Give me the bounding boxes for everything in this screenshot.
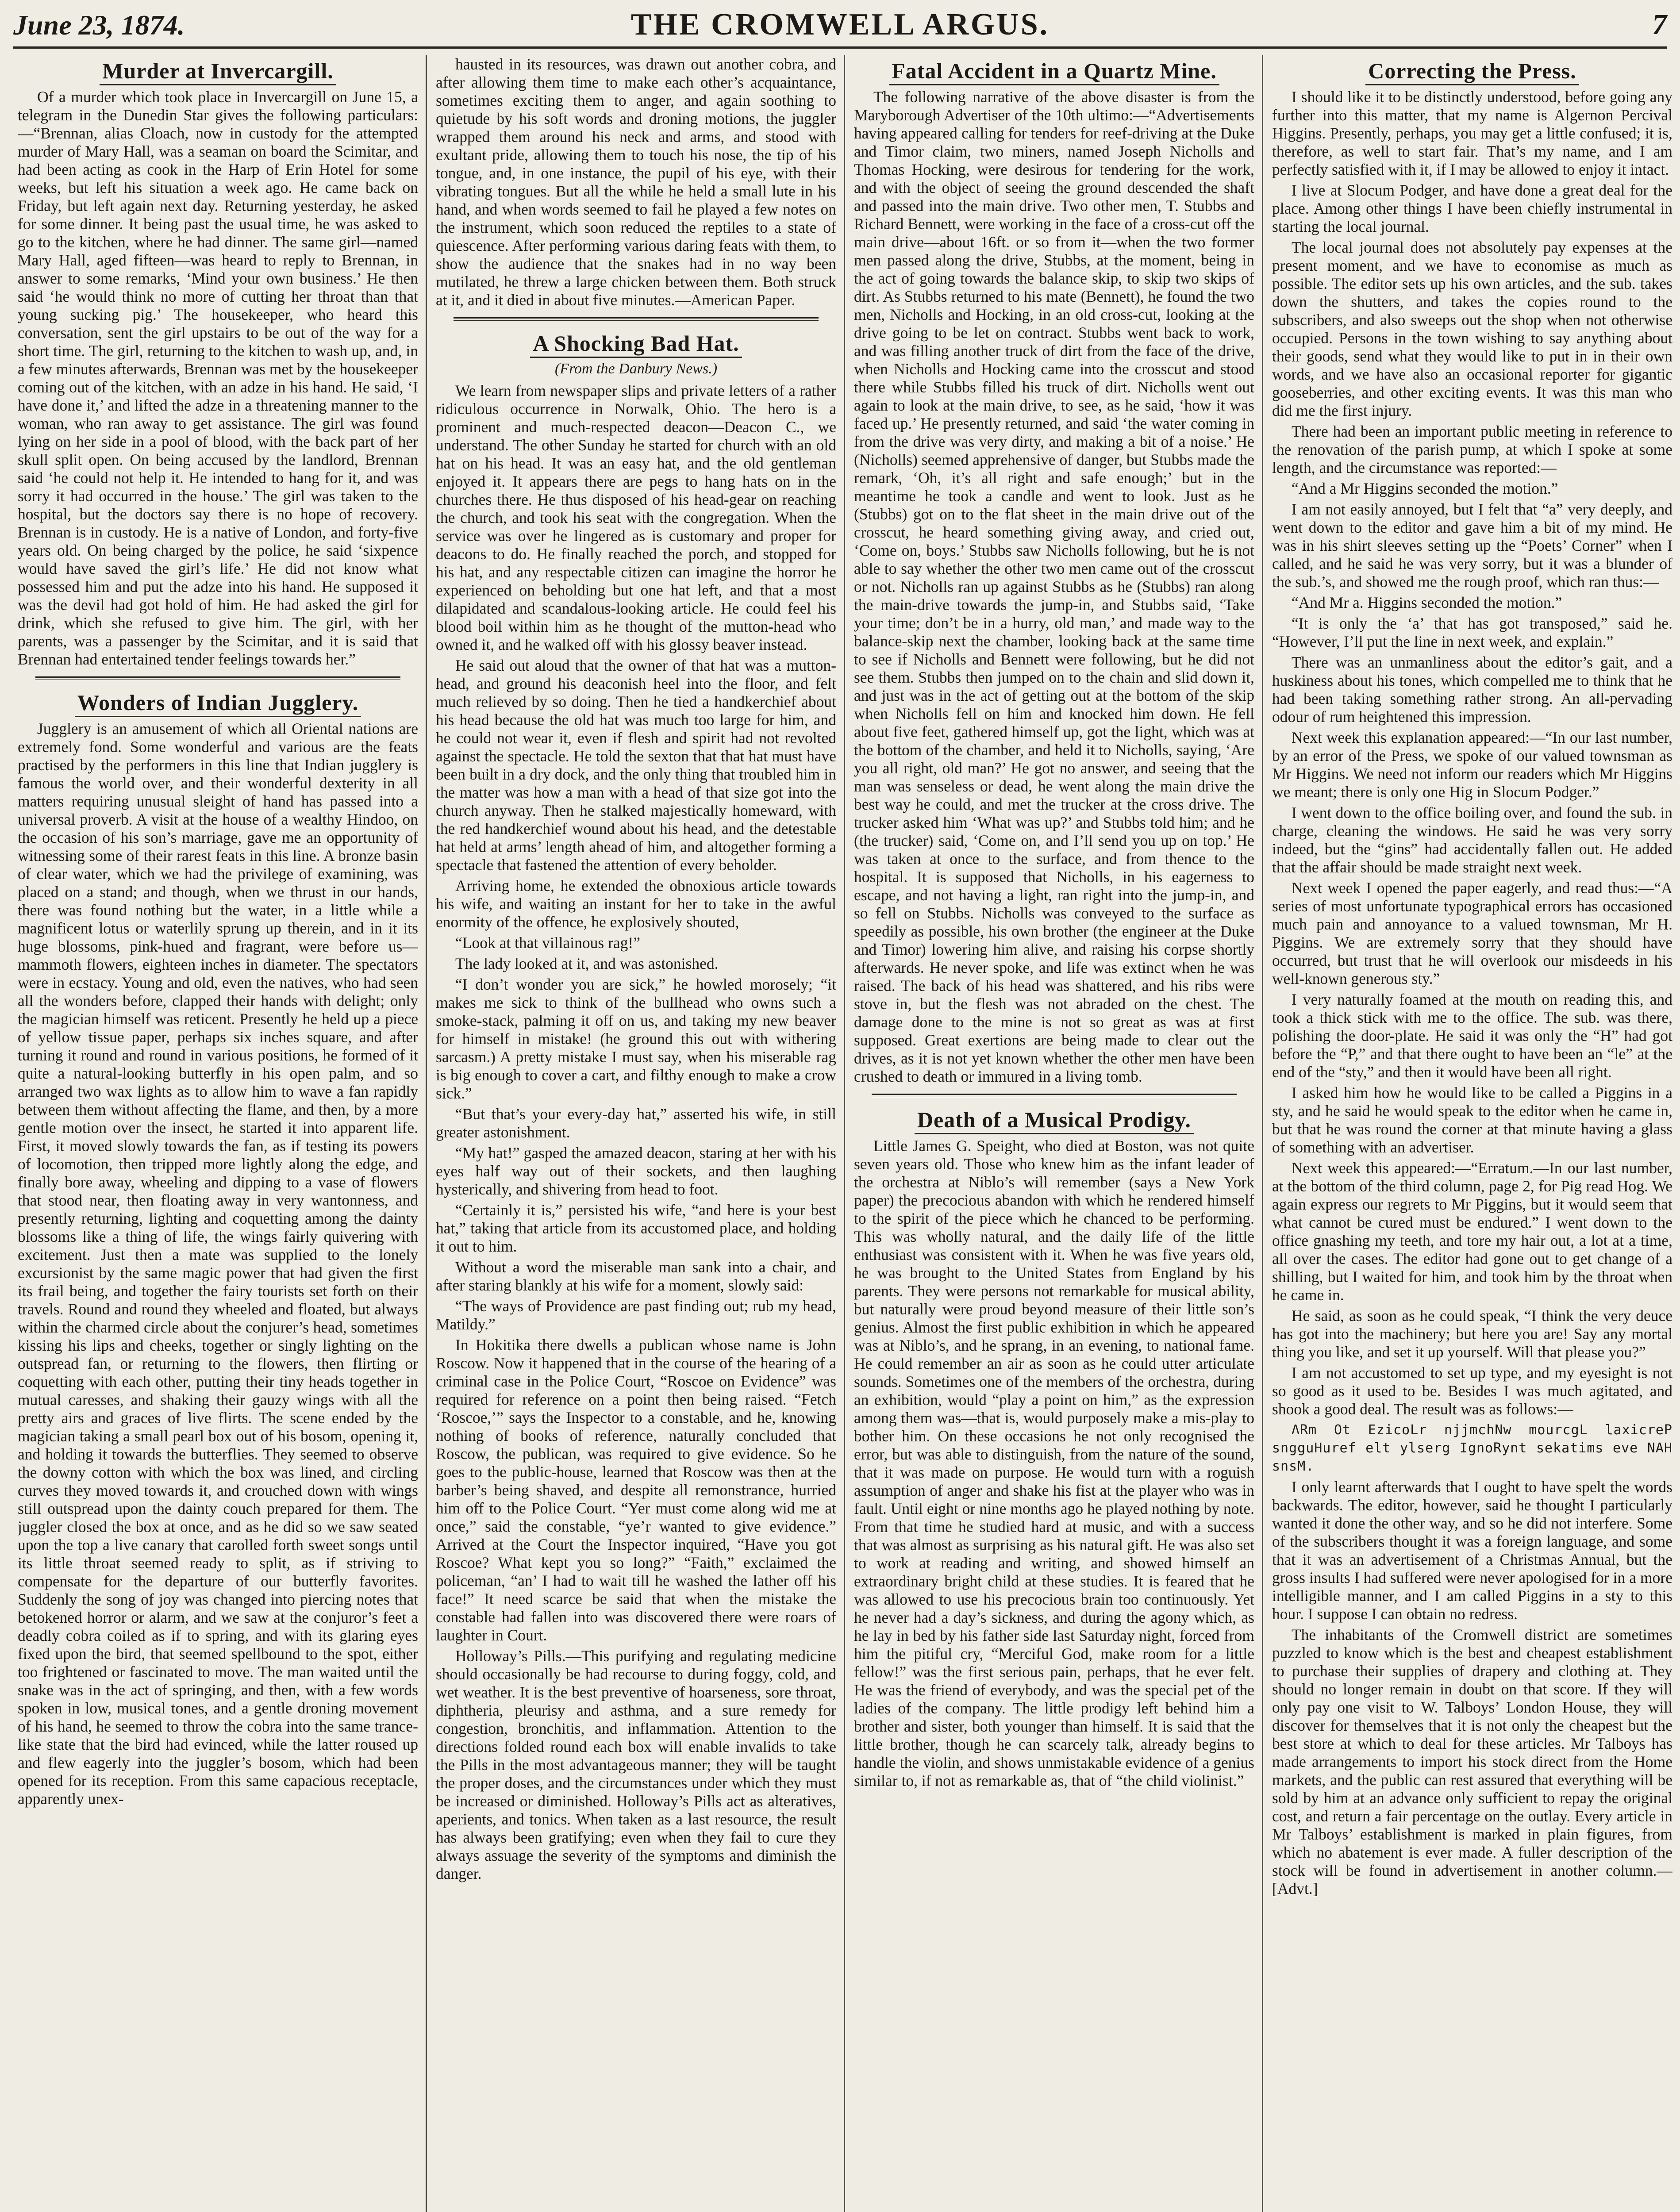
paragraph: “Look at that villainous rag!” (455, 934, 640, 952)
paragraph: He said out aloud that the owner of that hat was a mutton-head, and ground his deaconish heel into the floor, and felt much relieved by so doing. Then he tied a handkerchief about his head because the old hat was much too large for him, and he could not wear it, even if flesh and spirit had not revolted against the spectacle. He told the sexton that that hat must have been built in a dry dock, and the only thing that troubled him in the matter was how a man with a head of that size got into the church anyway. Then he stalked majestically homeward, with the red handkerchief wound about his head, and the detestable hat held at arms’ length ahead of him, and altogether forming a spectacle that fastened the attention of every beholder. (436, 657, 836, 874)
paragraph: “My hat!” gasped the amazed deacon, staring at her with his eyes half way out of their sockets, and then laughing hysterically, and shivering from head to foot. (436, 1144, 836, 1198)
article-headline: Fatal Accident in a Quartz Mine. (889, 58, 1219, 85)
article-body (436, 382, 836, 1883)
article-body (18, 720, 418, 1808)
paragraph: Of a murder which took place in Invercargill on June 15, a telegram in the Dunedin Star gives the following particulars:—“Brennan, alias Cloach, now in custody for the attempted murder of Mary Hall, was a seaman on board the Scimitar, and had been acting as cook in the Harp of Erin Hotel for some weeks, but left his situation a week ago. He came back on Friday, but left again next day. Returning yesterday, he asked for some dinner. It being past the usual time, he was asked to go to the kitchen, where he had dinner. The same girl—named Mary Hall, aged fifteen—was heard to reply to Brennan, in answer to some remarks, ‘Mind your own business.’ He then said ‘he would think no more of cutting her throat than that young sucking pig.’ The housekeeper, who heard this conversation, sent the girl upstairs to be out of the way for a short time. The girl, returning to the kitchen to wash up, and, in a few minutes afterwards, Brennan was met by the housekeeper coming out of the kitchen, with an adze in his hand. He said, ‘I have done it,’ and lifted the adze in a threatening manner to the woman, who ran away to get assistance. The girl was found lying on her side in a pool of blood, with the back part of her skull split open. On being accused by the landlord, Brennan said ‘he could not help it. He intended to hang for it, and was sorry it had occurred in the house.’ The girl was taken to the hospital, but the doctors say there is no hope of recovery. Brennan is in custody. He is a native of London, and forty-five years old. On being charged by the police, he said ‘sixpence would have saved the girl’s life.’ He did not know what possessed him and put the adze into his hand. He supposed it was the devil had got hold of him. He had asked the girl for drink, which she refused to give him. The girl, with her parents, was a passenger by the Scimitar, and it is said that Brennan had entertained tender feelings towards her.” (18, 88, 418, 668)
article (436, 55, 836, 309)
paragraph: “And a Mr Higgins seconded the motion.” (1292, 480, 1558, 497)
masthead (13, 4, 1667, 49)
column-rule (844, 55, 845, 2212)
issue-date: June 23, 1874. (13, 9, 185, 41)
paragraph: I am not easily annoyed, but I felt that “a” very deeply, and went down to the editor and gave him a bit of my mind. He was in his shirt sleeves setting up the “Poets’ Corner” when I called, and he said he was very sorry, but it was a blunder of the sub.’s, and showed me the rough proof, which ran thus:— (1272, 500, 1672, 591)
column-rule (426, 55, 427, 2212)
column-4 (1272, 55, 1672, 2212)
paragraph: The inhabitants of the Cromwell district are sometimes puzzled to know which is the best and cheapest establishment to purchase their supplies of drapery and clothing at. They should no longer remain in doubt on that score. If they will only pay one visit to W. Talboys’ London House, they will discover for themselves that it is not only the cheapest but the best store at which to deal for these articles. Mr Talboys has made arrangements to import his stock direct from the Home markets, and the public can rest assured that everything will be sold by him at an advance only sufficient to repay the original cost, and return a fair percentage on the outlay. Every article in Mr Talboys’ establishment is marked in plain figures, from which no abatement is ever made. A fuller description of the stock will be found in advertisement in another column.—[Advt.] (1272, 1626, 1672, 1897)
paragraph: Arriving home, he extended the obnoxious article towards his wife, and waiting an instant for her to take in the awful enormity of the offence, he explosively shouted, (436, 877, 836, 931)
paragraph: I only learnt afterwards that I ought to have spelt the words backwards. The editor, however, said he thought I particularly wanted it done the other way, and so he did not interfere. Some of the subscribers thought it was a foreign language, and some that it was an advertisement of a Christmas Annual, but the gross insults I had suffered were never apologised for in a more intelligible manner, and I am called Piggins in a sty to this hour. I suppose I can obtain no redress. (1272, 1478, 1672, 1623)
paragraph: Jugglery is an amusement of which all Oriental nations are extremely fond. Some wonderful and various are the feats practised by the performers in this line that Indian jugglery is famous the world over, and their wonderful dexterity in all matters requiring unusual sleight of hand has passed into a universal proverb. A visit at the house of a wealthy Hindoo, on the occasion of his son’s marriage, gave me an opportunity of witnessing some of their rarest feats in this line. A bronze basin of clear water, which we had the privilege of examining, was placed on a stand; and though, when we thrust in our hands, there was found nothing but the water, in a little while a magnificent lotus or waterlily sprung up therein, and in it its huge blossoms, pink-hued and fragrant, were before us—mammoth flowers, eighteen inches in diameter. The spectators were in ecstacy. Young and old, even the natives, who had seen all the wonders before, clapped their hands with delight; only the magician himself was reticent. Presently he held up a piece of yellow tissue paper, perhaps six inches square, and after turning it round and round in various positions, he formed of it quite a natural-looking butterfly in his open palm, and so arranged two wax lights as to allow him to wave a fan rapidly between them without affecting the flame, and then, by a more gentle motion over the insect, he started it into apparent life. First, it moved slowly towards the fan, as if testing its powers of locomotion, then tripped more lightly along the edge, and finally bore away, wheeling and dipping to a vase of flowers that stood near, then floating away in very wantonness, and presently returning, lighting and coquetting among the dainty blossoms like a thing of life, the wings fairly quivering with excitement. Just then a mate was supplied to the lonely excursionist by the same magic power that had given the first its frail being, and together the fairy tourists set forth on their travels. Round and round they wheeled and floated, but always within the charmed circle about the conjurer’s head, sometimes kissing his lips and cheeks, together or singly lighting on the outspread fan, or returning to the flowers, then flirting or coquetting with each other, putting their tiny heads together in mutual caresses, and shaking their gauzy wings with all the pretty airs and graces of live flirts. The scene ended by the magician taking a small pearl box out of his bosom, opening it, and holding it towards the butterflies. They seemed to observe the downy cotton with which the box was lined, and circling curves they moved towards it, and crouched down with wings still outspread upon the dainty couch prepared for them. The juggler closed the box at once, and as he did so we saw seated upon the top a live canary that carolled forth sweet songs until its little throat seemed ready to split, as if striving to compensate for the departure of our butterfly favorites. Suddenly the song of joy was changed into piercing notes that betokened horror or alarm, and we saw at the conjuror’s feet a deadly cobra coiled as if to spring, and with its glaring eyes fixed upon the bird, that seemed spellbound to the spot, either too frightened or fascinated to move. The man waited until the snake was in the act of springing, and then, with a few words spoken in low, musical tones, and a gentle droning movement of his hand, he seemed to throw the cobra into the same trance-like state that the bird had evinced, while the latter roused up and flew eagerly into the juggler’s bosom, which had been opened for its reception. From this same capacious receptacle, apparently unex- (18, 720, 418, 1808)
paragraph: I should like it to be distinctly understood, before going any further into this matter, that my name is Algernon Percival Higgins. Presently, perhaps, you may get a little confused; it is, therefore, as well to start fair. That’s my name, and I am perfectly satisfied with it, if I may be allowed to enjoy it intact. (1272, 88, 1672, 178)
article-body (1272, 88, 1672, 1898)
paragraph: hausted in its resources, was drawn out another cobra, and after allowing them time to make each other’s acquaintance, sometimes exciting them to anger, and again soothing to quietude by his soft words and droning motions, the juggler wrapped them around his neck and arms, and stood with exultant pride, allowing them to touch his nose, the tip of his tongue, and, in one instance, the pupil of his eye, with their vibrating tongues. But all the while he held a small lute in his hand, and when words seemed to fail he played a few notes on the instrument, which soon reduced the reptiles to a state of quiescence. After performing various daring feats with them, to show the audience that the snakes had in no way been mutilated, he threw a large chicken between them. Both struck at it, and it died in about five minutes.—American Paper. (436, 55, 836, 309)
paragraph: ΛRm Ot EzicoLr njjmchNw mourcgL laxicreP sngguHuref elt ylserg IgnoRynt sekatims eve NAH snsM. (1272, 1422, 1672, 1474)
column-1 (18, 55, 418, 2212)
article-headline: Wonders of Indian Jugglery. (75, 690, 361, 717)
paragraph: “Certainly it is,” persisted his wife, “and here is your best hat,” taking that article from its accustomed place, and holding it out to him. (436, 1201, 836, 1255)
paragraph: “I don’t wonder you are sick,” he howled morosely; “it makes me sick to think of the bullhead who owns such a smoke-stack, palming it off on us, and taking my new beaver for himself in mistake! (he ground this out with withering sarcasm.) A pretty mistake I must say, when his miserable rag is big enough to cover a cart, and filthy enough to make a crow sick.” (436, 975, 836, 1102)
paragraph: I went down to the office boiling over, and found the sub. in charge, cleaning the windows. He said he was very sorry indeed, but the “gins” had accidentally fallen out. He added that the affair should be made straight next week. (1272, 804, 1672, 876)
article (436, 330, 836, 1883)
column-3 (854, 55, 1254, 2212)
paragraph: “But that’s your every-day hat,” asserted his wife, in still greater astonishment. (436, 1105, 836, 1141)
article-separator (35, 676, 400, 680)
article-body (18, 88, 418, 668)
article (18, 690, 418, 1808)
paragraph: Little James G. Speight, who died at Boston, was not quite seven years old. Those who knew him as the infant leader of the orchestra at Niblo’s will remember (says a New York paper) the precocious abandon with which he rendered himself to the spirit of the piece which he chanced to be performing. This was wholly natural, and the daily life of the little enthusiast was consistent with it. When he was five years old, he was brought to the United States from England by his parents. They were persons not remarkable for musical ability, but naturally were proud beyond measure of their little son’s genius. Almost the first public exhibition in which he appeared was at Niblo’s, and he sprang, in an evening, to national fame. He could remember an air as soon as he could utter articulate sounds. Sometimes one of the members of the orchestra, during an exhibition, would “play a point on him,” as the expression among them was—that is, would purposely make a mis-play to bother him. On these occasions he not only recognised the error, but was able to distinguish, from the nature of the sound, that it was made on purpose. He would turn with a roguish assumption of anger and shake his fist at the player who was in fault. Until eight or nine months ago he played nothing by note. From that time he studied hard at music, and with a success that was almost as surprising as his natural gift. He was also set to work at reading and writing, and showed himself an extraordinary bright child at these studies. It is feared that he was allowed to use his precocious brain too continuously. Yet he never had a day’s sickness, and during the agony which, as he lay in bed by his father side last Saturday night, forced from him the pitiful cry, “Merciful God, make room for a little fellow!” was the first serious pain, perhaps, that he ever felt. He was the friend of everybody, and was the special pet of the ladies of the company. The little prodigy left behind him a brother and sister, both younger than himself. It is said that the little brother, though he can scarcely talk, already begins to handle the violin, and shows unmistakable evidence of a genius similar to, if not as remarkable as, that of “the child violinist.” (854, 1137, 1254, 1790)
paragraph: “And Mr a. Higgins seconded the motion.” (1292, 594, 1562, 611)
paragraph: Next week this explanation appeared:—“In our last number, by an error of the Press, we spoke of our valued townsman as Mr Higgins. We need not inform our readers which Mr Higgins we meant; there is only one Hig in Slocum Podger.” (1272, 729, 1672, 801)
paragraph: Next week this appeared:—“Erratum.—In our last number, at the bottom of the third column, page 2, for Pig read Hog. We again express our regrets to Mr Piggins, but it would seem that what cannot be cured must be endured.” I went down to the office gnashing my teeth, and tore my hair out, a lot at a time, all over the cases. The editor had gone out to get change of a shilling, but I waited for him, and took him by the throat when he came in. (1272, 1159, 1672, 1304)
newspaper-title: THE CROMWELL ARGUS. (630, 8, 1050, 42)
article-source-line: (From the Danbury News.) (554, 361, 718, 377)
article (854, 1107, 1254, 1790)
paragraph: I live at Slocum Podger, and have done a great deal for the place. Among other things I have been chiefly instrumental in starting the local journal. (1272, 181, 1672, 235)
article-body (854, 88, 1254, 1086)
paragraph: “The ways of Providence are past finding out; rub my head, Matildy.” (436, 1297, 836, 1333)
article (854, 58, 1254, 1086)
column-rule (1262, 55, 1263, 2212)
paragraph: Next week I opened the paper eagerly, and read thus:—“A series of most unfortunate typographical errors has occasioned much pain and annoyance to a valued townsman, Mr H. Piggins. We are extremely sorry that they should have occurred, but trust that he will overlook our misdeeds in his well-known generous sty.” (1272, 879, 1672, 987)
paragraph: He said, as soon as he could speak, “I think the very deuce has got into the machinery; but here you are! Say any mortal thing you like, and set it up yourself. Will that please you?” (1272, 1307, 1672, 1361)
paragraph: Without a word the miserable man sank into a chair, and after staring blankly at his wife for a moment, slowly said: (436, 1258, 836, 1294)
paragraph: I asked him how he would like to be called a Piggins in a sty, and he said he would speak to the editor when he came in, but that he was round the corner at that minute having a glass of something with an advertiser. (1272, 1084, 1672, 1156)
paragraph: The local journal does not absolutely pay expenses at the present moment, and we have to economise as much as possible. The editor sets up his own articles, and the sub. takes down the shutters, and takes the copies round to the subscribers, and also sweeps out the shop when not otherwise occupied. Persons in the town wishing to say anything about their goods, send what they would like to put in in their own words, and we have also an occasional reporter for gigantic gooseberries, and other exciting events. It was this man who did me the first injury. (1272, 238, 1672, 419)
column-2 (436, 55, 836, 2212)
paragraph: We learn from newspaper slips and private letters of a rather ridiculous occurrence in Norwalk, Ohio. The hero is a prominent and much-respected deacon—Deacon C., we understand. The other Sunday he started for church with an old hat on his head. It was an easy hat, and the old gentleman enjoyed it. It appears there are pegs to hang hats on in the churches there. He thus disposed of his head-gear on reaching the church, and took his seat with the congregation. When the service was over he lingered as is customary and proper for deacons to do. He finally reached the porch, and stopped for his hat, and any respectable citizen can imagine the horror he experienced on beholding but one hat left, and that a most dilapidated and scandalous-looking article. He could feel his blood boil within him as he thought of the mutton-head who owned it, and he walked off with his glossy beaver instead. (436, 382, 836, 653)
article-headline: A Shocking Bad Hat. (530, 331, 742, 358)
paragraph: The lady looked at it, and was astonished. (455, 955, 719, 972)
article-headline: Correcting the Press. (1365, 58, 1579, 85)
paragraph: There was an unmanliness about the editor’s gait, and a huskiness about his tones, which compelled me to think that he had been taking something rather strong. An all-pervading odour of rum heightened this impression. (1272, 653, 1672, 726)
paragraph: There had been an important public meeting in reference to the renovation of the parish pump, at which I spoke at some length, and the circumstance was reported:— (1272, 422, 1672, 476)
article-separator (872, 1094, 1237, 1097)
article-body (854, 1137, 1254, 1790)
paragraph: “It is only the ‘a’ that has got transposed,” said he. “However, I’ll put the line in next week, and explain.” (1272, 614, 1672, 650)
article (1272, 58, 1672, 1898)
article-body (436, 55, 836, 309)
page-number: 7 (1652, 8, 1667, 41)
paragraph: The following narrative of the above disaster is from the Maryborough Advertiser of the 10th ultimo:—“Advertisements having appeared calling for tenders for reef-driving at the Duke and Timor claim, two miners, named Joseph Nicholls and Thomas Hocking, were desirous for tendering for the work, and with the object of seeing the ground descended the shaft and passed into the main drive. Two other men, T. Stubbs and Richard Bennett, were working in the face of a cross-cut off the main drive—about 16ft. or so from it—when the two former men passed along the drive, Stubbs, at the moment, being in the act of going towards the balance skip, to skip two skips of dirt. As Stubbs returned to his mate (Bennett), he found the two men, Nicholls and Hocking, in an old cross-cut, looking at the drive going to be let on contract. Stubbs went back to work, and was filling another truck of dirt from the face of the drive, when Nicholls and Hocking came into the crosscut and stood there while Stubbs filled his truck of dirt. Nicholls went out again to look at the main drive, to see, as he said, ‘how it was faced up.’ He presently returned, and said ‘the water coming in from the drive was very dirty, and making a bit of a noise.’ He (Nicholls) seemed apprehensive of danger, but Stubbs made the remark, ‘Oh, it’s all right and safe enough;’ but in the meantime he took a candle and went to look. Just as he (Stubbs) got on to the flat sheet in the main drive out of the crosscut, he heard something giving away, and cried out, ‘Come on, boys.’ Stubbs saw Nicholls following, but he is not able to say whether the other two men came out of the crosscut or not. Nicholls ran up against Stubbs as he (Stubbs) ran along the main-drive towards the jump-in, and Stubbs said, ‘Take your time; don’t be in a hurry, old man,’ and made way to the balance-skip next the chamber, looking back at the same time to see if Nicholls and Bennett were following, but he did not see them. Stubbs then jumped on to the chain and slid down it, and just was in the act of getting out at the bottom of the skip when Nicholls fell on him and knocked him down. He fell about five feet, gathered himself up, got the light, which was at the bottom of the chamber, and held it to Nicholls, saying, ‘Are you all right, old man?’ He got no answer, and seeing that the man was senseless or dead, he went along the main drive the best way he could, and met the trucker at the cross drive. The trucker asked him ‘What was up?’ and Stubbs told him; and he (the trucker) said, ‘Come on, and I’ll send you up on top.’ He was taken at once to the surface, and from thence to the hospital. It is supposed that Nicholls, in his eagerness to escape, and not having a light, ran right into the jump-in, and so fell on Stubbs. Nicholls was conveyed to the surface as speedily as possible, his own brother (the engineer at the Duke and Timor) lowering him alive, and raising his corpse shortly afterwards. He never spoke, and life was extinct when he was raised. The back of his head was shattered, and his ribs were stove in, but the flesh was not abraded on the chest. The damage done to the mine is not so great as was at first supposed. Great exertions are being made to clear out the drives, as it is not yet known whether the other men have been crushed to death or immured in a living tomb. (854, 88, 1254, 1085)
paragraph: I very naturally foamed at the mouth on reading this, and took a thick stick with me to the office. The sub. was there, polishing the door-plate. He said it was only the “H” had got before the “P,” and that there ought to have been an “le” at the end of the “sty,” and then it would have been all right. (1272, 991, 1672, 1081)
article-headline: Death of a Musical Prodigy. (915, 1107, 1194, 1134)
article (18, 58, 418, 668)
paragraph: In Hokitika there dwells a publican whose name is John Roscow. Now it happened that in the course of the hearing of a criminal case in the Police Court, “Roscoe on Evidence” was required for reference on a point then being raised. “Fetch ‘Roscoe,’” says the Inspector to a constable, and he, knowing nothing of books of reference, naturally concluded that Roscow, the publican, was required to give evidence. So he goes to the public-house, learned that Roscow was then at the barber’s being shaved, and despite all remonstrance, hurried him off to the Police Court. “Yer must come along wid me at once,” said the constable, “ye’r wanted to give evidence.” Arrived at the Court the Inspector inquired, “Have you got Roscoe? What kept you so long?” “Faith,” exclaimed the policeman, “an’ I had to wait till he washed the lather off his face!” It need scarce be said that when the mistake the constable had fallen into was discovered there were roars of laughter in Court. (436, 1336, 836, 1644)
article-separator (454, 317, 819, 321)
paragraph: I am not accustomed to set up type, and my eyesight is not so good as it used to be. Besides I was much agitated, and shook a good deal. The result was as follows:— (1272, 1364, 1672, 1418)
article-headline: Murder at Invercargill. (100, 58, 336, 85)
paragraph: Holloway’s Pills.—This purifying and regulating medicine should occasionally be had recourse to during foggy, cold, and wet weather. It is the best preventive of hoarseness, sore throat, diphtheria, pleurisy and asthma, and a sure remedy for congestion, bronchitis, and inflammation. Attention to the directions folded round each box will enable invalids to take the Pills in the most advantageous manner; they will be taught the proper doses, and the circumstances under which they must be increased or diminished. Holloway’s Pills act as alteratives, aperients, and tonics. When taken as a last resource, the result has always been gratifying; even when they fail to cure they always assuage the severity of the symptoms and diminish the danger. (436, 1647, 836, 1882)
